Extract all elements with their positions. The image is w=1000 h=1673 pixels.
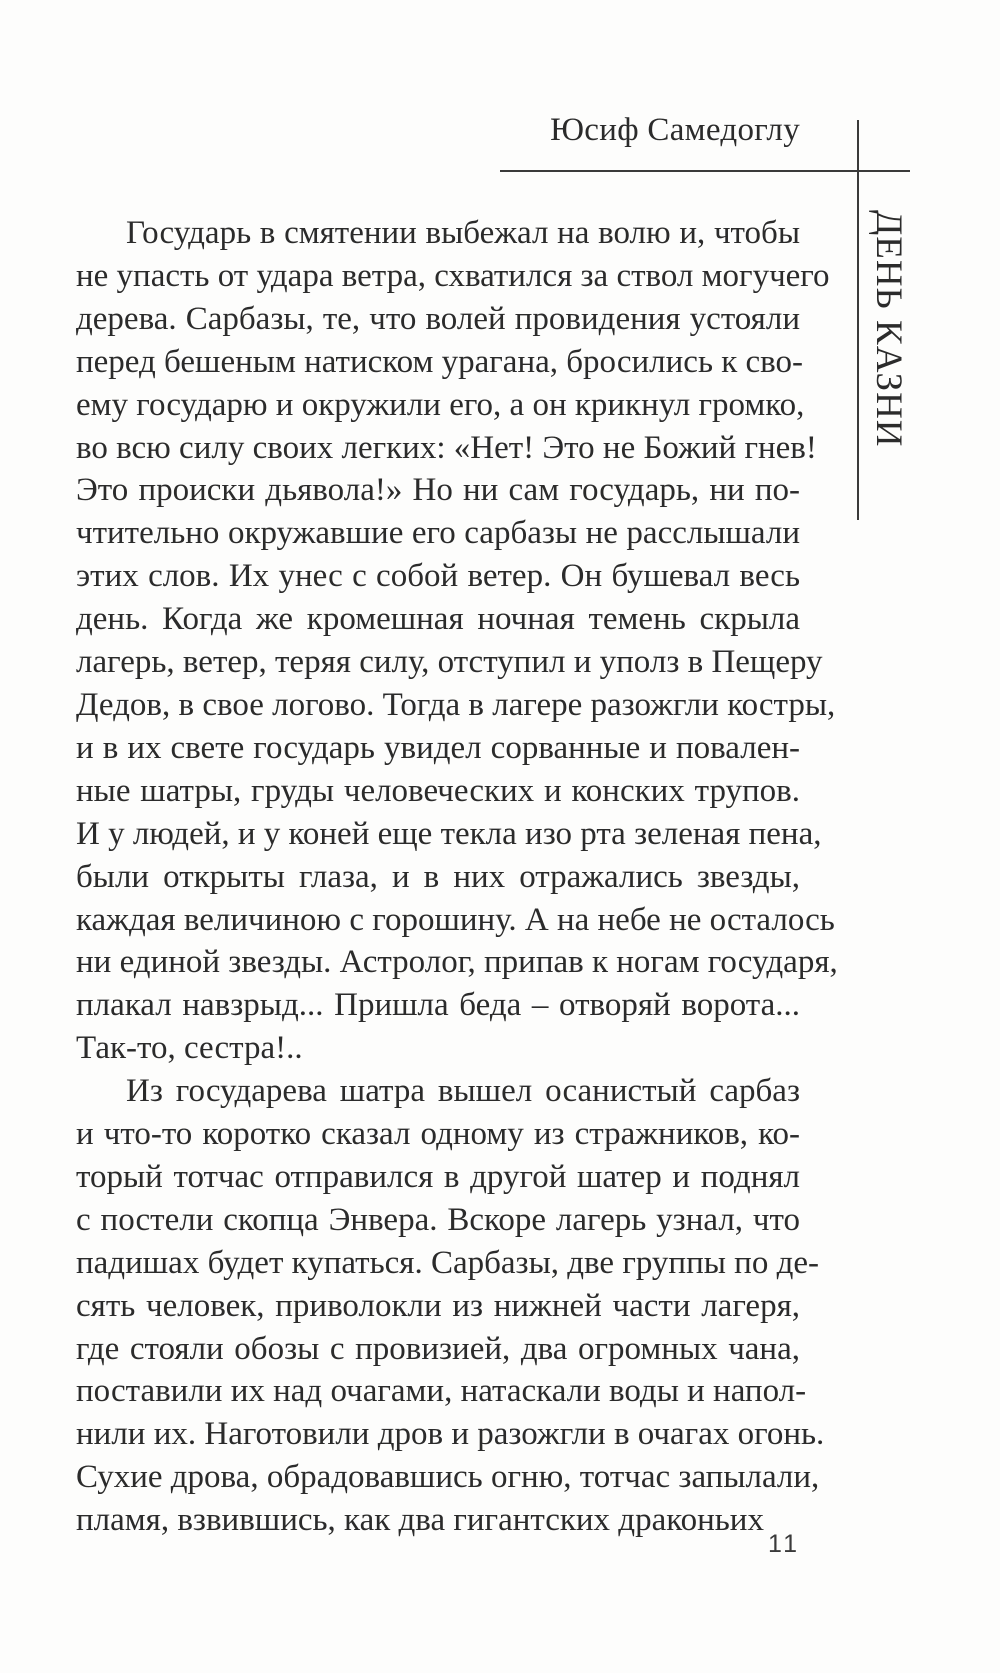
text-line: нили их. Наготовили дров и разожгли в очагах огонь. <box>76 1416 825 1453</box>
text-line: не упасть от удара ветра, схватился за ствол могучего <box>76 257 830 294</box>
text-line: этих слов. Их унес с собой ветер. Он бушевал весь <box>76 558 800 595</box>
paragraph <box>76 1070 825 1542</box>
text-line: дерева. Сарбазы, те, что волей провидения устояли <box>76 300 800 337</box>
page-number: 11 <box>768 1530 800 1558</box>
text-line: пламя, взвившись, как два гигантских драконьих <box>76 1502 764 1539</box>
text-line: были открыты глаза, и в них отражались звезды, <box>76 858 800 895</box>
text-line: и что-то коротко сказал одному из стражников, ко- <box>76 1116 800 1153</box>
text-line: торый тотчас отправился в другой шатер и поднял <box>76 1158 800 1195</box>
text-line: Дедов, в свое логово. Тогда в лагере разожгли костры, <box>76 686 836 723</box>
text-line: чтительно окружавшие его сарбазы не расслышали <box>76 515 800 552</box>
running-head-author: Юсиф Самедоглу <box>550 112 800 148</box>
text-line: ему государю и окружили его, а он крикнул громко, <box>76 386 805 423</box>
side-rule <box>857 120 859 520</box>
text-line: во всю силу своих легких: «Нет! Это не Божий гнев! <box>76 429 817 466</box>
text-line: И у людей, и у коней еще текла изо рта зеленая пена, <box>76 815 822 852</box>
text-line: Из государева шатра вышел осанистый сарбаз <box>126 1073 800 1110</box>
text-line: перед бешеным натиском урагана, бросились к сво- <box>76 343 804 380</box>
header-rule <box>500 170 910 172</box>
text-line: Государь в смятении выбежал на волю и, чтобы <box>126 215 800 251</box>
text-line: с постели скопца Энвера. Вскоре лагерь узнал, что <box>76 1201 800 1238</box>
side-chapter-title: ДЕНЬ КАЗНИ <box>868 210 909 448</box>
text-line: Это происки дьявола!» Но ни сам государь, ни по- <box>76 472 800 509</box>
text-line: Так-то, сестра!.. <box>76 1030 303 1067</box>
text-line: каждая величиною с горошину. А на небе не осталось <box>76 901 835 938</box>
text-line: день. Когда же кромешная ночная темень скрыла <box>76 601 800 638</box>
text-line: поставили их над очагами, натаскали воды и напол- <box>76 1373 807 1410</box>
text-line: плакал навзрыд... Пришла беда – отворяй ворота... <box>76 987 800 1024</box>
text-line: и в их свете государь увидел сорванные и повален- <box>76 729 800 766</box>
text-line: сять человек, приволокли из нижней части лагеря, <box>76 1287 800 1324</box>
text-line: Сухие дрова, обрадовавшись огню, тотчас запылали, <box>76 1459 820 1496</box>
paragraph <box>76 212 838 1070</box>
text-line: лагерь, ветер, теряя силу, отступил и уполз в Пещеру <box>76 644 823 681</box>
text-line: ные шатры, груды человеческих и конских трупов. <box>76 772 800 809</box>
text-line: падишах будет купаться. Сарбазы, две группы по де- <box>76 1244 819 1281</box>
text-line: ни единой звезды. Астролог, припав к ногам государя, <box>76 944 838 981</box>
body-text <box>76 212 838 1542</box>
text-line: где стояли обозы с провизией, два огромных чана, <box>76 1330 800 1367</box>
